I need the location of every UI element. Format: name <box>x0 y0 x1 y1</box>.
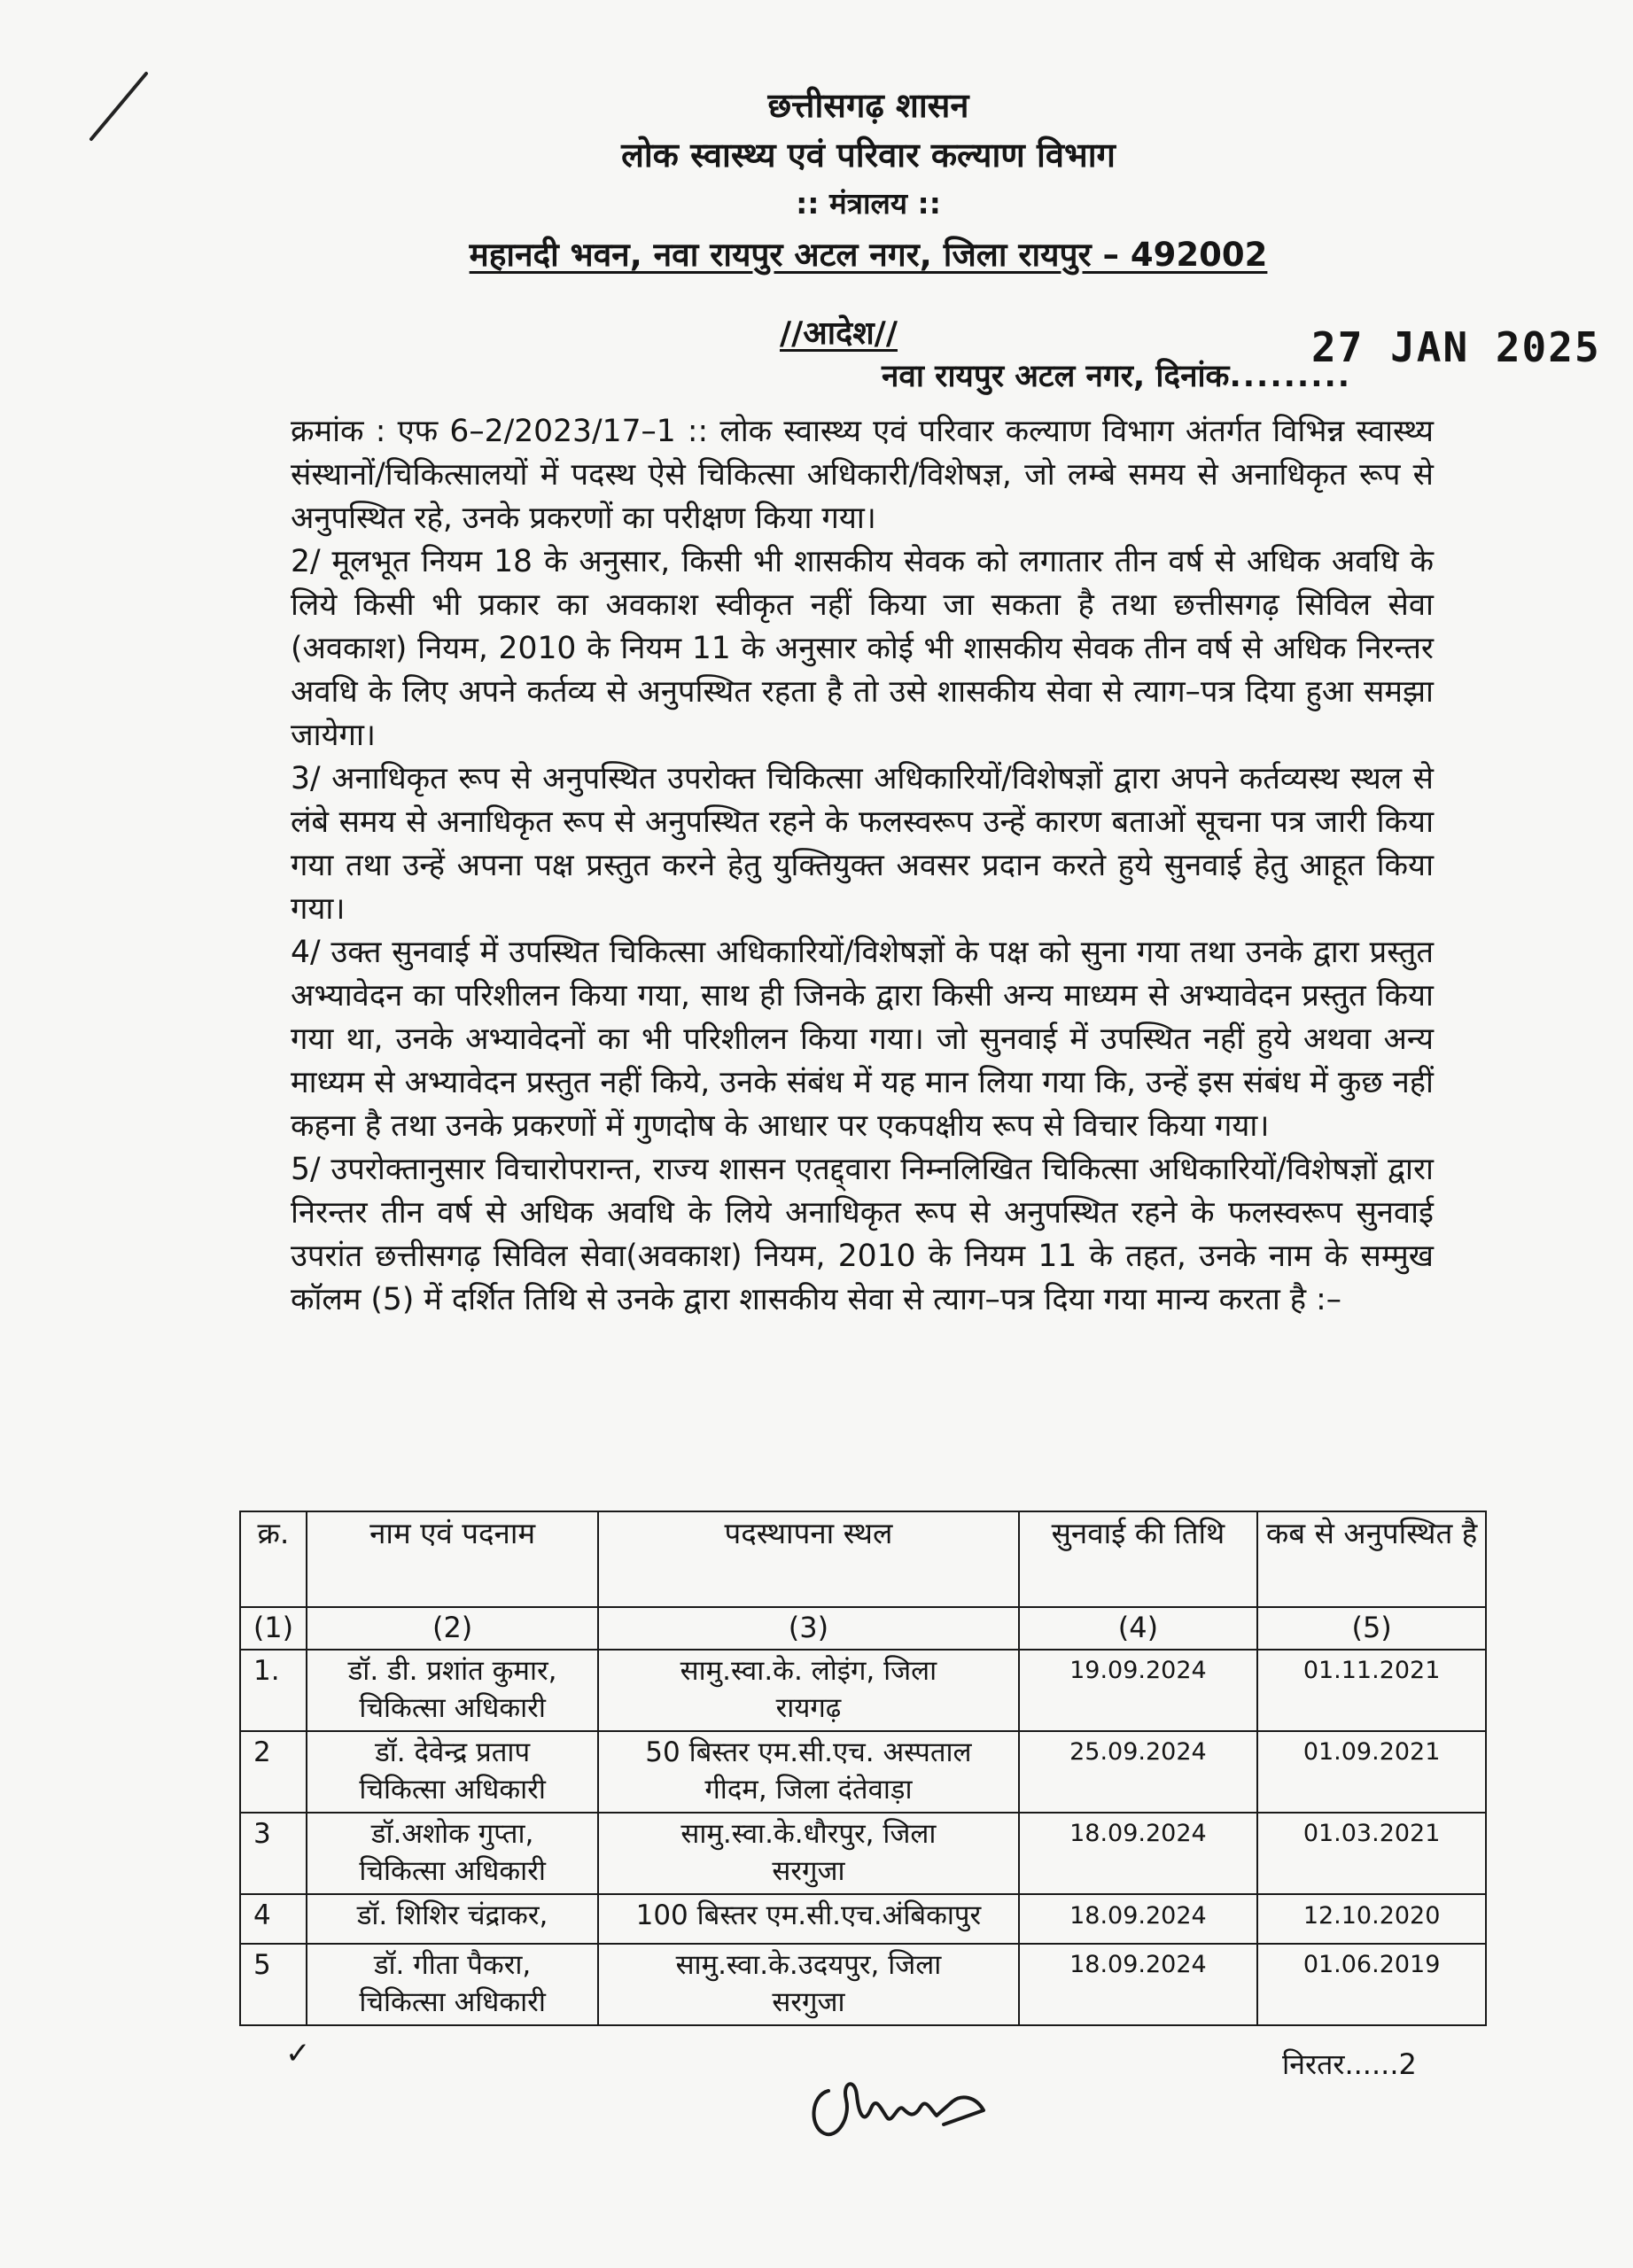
order-title: //आदेश// <box>780 315 898 352</box>
continued-note: निरतर......2 <box>1282 2047 1417 2081</box>
col-num-1: (1) <box>240 1607 307 1650</box>
column-number-row <box>240 1607 1486 1650</box>
table-row <box>240 1944 1486 2025</box>
signature-icon <box>802 2055 1006 2153</box>
order-body <box>291 410 1434 1322</box>
row-place: सामु.स्वा.के. लोइंग, जिला रायगढ़ <box>598 1650 1018 1731</box>
col-num-2: (2) <box>307 1607 598 1650</box>
row-sn: 3 <box>240 1813 307 1894</box>
row-place: सामु.स्वा.के.उदयपुर, जिला सरगुजा <box>598 1944 1018 2025</box>
row-absent-since: 01.06.2019 <box>1257 1944 1486 2025</box>
row-name: डॉ.अशोक गुप्ता, चिकित्सा अधिकारी <box>307 1813 598 1894</box>
row-sn: 4 <box>240 1894 307 1944</box>
row-sn: 2 <box>240 1731 307 1813</box>
officers-table <box>239 1511 1487 2026</box>
col-num-4: (4) <box>1019 1607 1258 1650</box>
order-place-date <box>882 354 1351 396</box>
col-num-3: (3) <box>598 1607 1018 1650</box>
header-sn: क्र. <box>240 1511 307 1607</box>
table-header-row <box>240 1511 1486 1607</box>
row-absent-since: 01.09.2021 <box>1257 1731 1486 1813</box>
table-row <box>240 1813 1486 1894</box>
stamped-date: 27 JAN 2025 <box>1311 323 1601 371</box>
department-heading: लोक स्वास्थ्य एवं परिवार कल्याण विभाग <box>621 136 1116 175</box>
paragraph-2: 2/ मूलभूत नियम 18 के अनुसार, किसी भी शासकीय सेवक को लगातार तीन वर्ष से अधिक अवधि के लिये किसी भी प्रकार का अवकाश स्वीकृत नहीं किया जा सकता है तथा छत्तीसगढ़ सिविल सेवा (अवकाश) नियम, 2010 के नियम 11 के अनुसार कोई भी शासकीय सेवक तीन वर्ष से अधिक निरन्तर अवधि के लिए अपने कर्तव्य से अनुपस्थित रहता है तो उसे शासकीय सेवा से त्याग–पत्र दिया हुआ समझा जायेगा। <box>291 544 1434 753</box>
row-absent-since: 12.10.2020 <box>1257 1894 1486 1944</box>
header-name: नाम एवं पदनाम <box>307 1511 598 1607</box>
row-sn: 1. <box>240 1650 307 1731</box>
row-place: 100 बिस्तर एम.सी.एच.अंबिकापुर <box>598 1894 1018 1944</box>
row-place: 50 बिस्तर एम.सी.एच. अस्पताल गीदम, जिला दंतेवाड़ा <box>598 1731 1018 1813</box>
pen-stroke-mark <box>84 66 155 146</box>
row-absent-since: 01.03.2021 <box>1257 1813 1486 1894</box>
row-hearing-date: 18.09.2024 <box>1019 1894 1258 1944</box>
paragraph-1: क्रमांक : एफ 6–2/2023/17–1 :: लोक स्वास्थ्य एवं परिवार कल्याण विभाग अंतर्गत विभिन्न स्वास्थ्य संस्थानों/चिकित्सालयों में पदस्थ ऐसे चिकित्सा अधिकारी/विशेषज्ञ, जो लम्बे समय से अनाधिकृत रूप से अनुपस्थित रहे, उनके प्रकरणों का परीक्षण किया गया। <box>291 414 1434 536</box>
row-name: डॉ. देवेन्द्र प्रताप चिकित्सा अधिकारी <box>307 1731 598 1813</box>
row-sn: 5 <box>240 1944 307 2025</box>
address-heading: महानदी भवन, नवा रायपुर अटल नगर, जिला रायपुर – 492002 <box>469 236 1268 274</box>
row-absent-since: 01.11.2021 <box>1257 1650 1486 1731</box>
table-row <box>240 1731 1486 1813</box>
header-absent-since: कब से अनुपस्थित है <box>1257 1511 1486 1607</box>
row-name: डॉ. गीता पैकरा, चिकित्सा अधिकारी <box>307 1944 598 2025</box>
paragraph-4: 4/ उक्त सुनवाई में उपस्थित चिकित्सा अधिकारियों/विशेषज्ञों के पक्ष को सुना गया तथा उनके द्वारा प्रस्तुत अभ्यावेदन का परिशीलन किया गया, साथ ही जिनके द्वारा किसी अन्य माध्यम से अभ्यावेदन प्रस्तुत किया गया था, उनके अभ्यावेदनों का भी परिशीलन किया गया। जो सुनवाई में उपस्थित नहीं हुये अथवा अन्य माध्यम से अभ्यावेदन प्रस्तुत नहीं किये, उनके संबंध में यह मान लिया गया कि, उन्हें इस संबंध में कुछ नहीं कहना है तथा उनके प्रकरणों में गुणदोष के आधार पर एकपक्षीय रूप से विचार किया गया। <box>291 935 1434 1144</box>
row-place: सामु.स्वा.के.धौरपुर, जिला सरगुजा <box>598 1813 1018 1894</box>
date-dots: ......... <box>1229 359 1352 394</box>
table-row <box>240 1650 1486 1731</box>
table-row <box>240 1894 1486 1944</box>
paragraph-5: 5/ उपरोक्तानुसार विचारोपरान्त, राज्य शासन एतद्द्वारा निम्नलिखित चिकित्सा अधिकारियों/विशेषज्ञों द्वारा निरन्तर तीन वर्ष से अधिक अवधि के लिये अनाधिकृत रूप से अनुपस्थित रहने के फलस्वरूप सुनवाई उपरांत छत्तीसगढ़ सिविल सेवा(अवकाश) नियम, 2010 के नियम 11 के तहत, उनके नाम के सम्मुख कॉलम (5) में दर्शित तिथि से उनके द्वारा शासकीय सेवा से त्याग–पत्र दिया गया मान्य करता है :– <box>291 1152 1434 1317</box>
header-place: पदस्थापना स्थल <box>598 1511 1018 1607</box>
tick-mark: ✓ <box>285 2036 311 2071</box>
row-name: डॉ. शिशिर चंद्राकर, <box>307 1894 598 1944</box>
order-place: नवा रायपुर अटल नगर, दिनांक <box>882 359 1230 394</box>
row-name: डॉ. डी. प्रशांत कुमार, चिकित्सा अधिकारी <box>307 1650 598 1731</box>
ministry-heading: :: मंत्रालय :: <box>796 186 941 221</box>
row-hearing-date: 18.09.2024 <box>1019 1944 1258 2025</box>
row-hearing-date: 19.09.2024 <box>1019 1650 1258 1731</box>
government-heading: छत्तीसगढ़ शासन <box>767 86 969 125</box>
row-hearing-date: 18.09.2024 <box>1019 1813 1258 1894</box>
row-hearing-date: 25.09.2024 <box>1019 1731 1258 1813</box>
col-num-5: (5) <box>1257 1607 1486 1650</box>
paragraph-3: 3/ अनाधिकृत रूप से अनुपस्थित उपरोक्त चिकित्सा अधिकारियों/विशेषज्ञों द्वारा अपने कर्तव्यस्थ स्थल से लंबे समय से अनाधिकृत रूप से अनुपस्थित रहने के फलस्वरूप उन्हें कारण बताओं सूचना पत्र जारी किया गया तथा उन्हें अपना पक्ष प्रस्तुत करने हेतु युक्तियुक्त अवसर प्रदान करते हुये सुनवाई हेतु आहूत किया गया। <box>291 761 1434 927</box>
header-hearing-date: सुनवाई की तिथि <box>1019 1511 1258 1607</box>
